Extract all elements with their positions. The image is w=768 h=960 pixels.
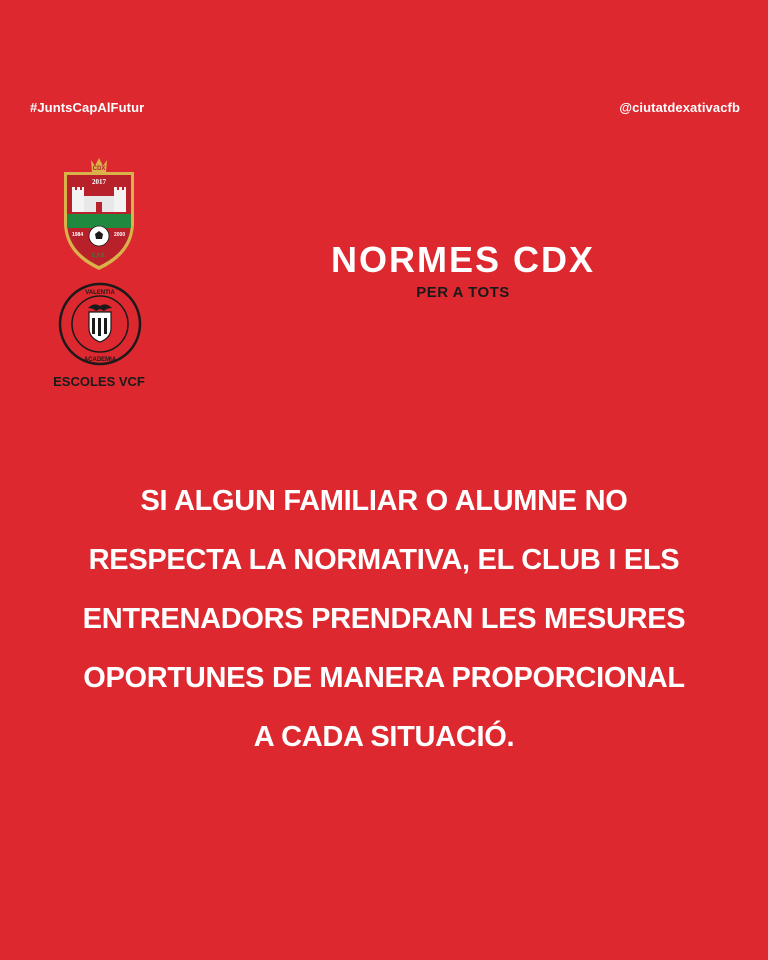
hashtag-text: #JuntsCapAlFutur bbox=[30, 100, 145, 115]
vcf-academy-logo bbox=[58, 282, 142, 366]
svg-text:ACADEMIA: ACADEMIA bbox=[83, 357, 117, 363]
svg-text:C.F.B.: C.F.B. bbox=[92, 253, 106, 259]
escoles-vcf-caption: ESCOLES VCF bbox=[53, 374, 145, 389]
message-line: A CADA SITUACIÓ. bbox=[253, 721, 515, 753]
svg-text:VALENTIA: VALENTIA bbox=[85, 290, 115, 296]
svg-text:CDX: CDX bbox=[92, 166, 106, 172]
svg-text:2017: 2017 bbox=[92, 178, 106, 186]
page-title: NORMES CDX bbox=[330, 239, 596, 280]
svg-text:2000: 2000 bbox=[114, 232, 126, 238]
rules-message bbox=[40, 472, 728, 767]
title-block bbox=[318, 238, 608, 301]
message-line: OPORTUNES DE MANERA PROPORCIONAL bbox=[83, 662, 685, 694]
club-crest-logo bbox=[58, 156, 140, 272]
message-line: SI ALGUN FAMILIAR O ALUMNE NO bbox=[140, 485, 628, 517]
page-subtitle: PER A TOTS bbox=[416, 284, 510, 301]
instagram-handle: @ciutatdexativacfb bbox=[619, 100, 740, 115]
message-line: ENTRENADORS PRENDRAN LES MESURES bbox=[82, 603, 686, 635]
svg-text:1984: 1984 bbox=[72, 232, 84, 238]
message-line: RESPECTA LA NORMATIVA, EL CLUB I ELS bbox=[88, 544, 680, 576]
